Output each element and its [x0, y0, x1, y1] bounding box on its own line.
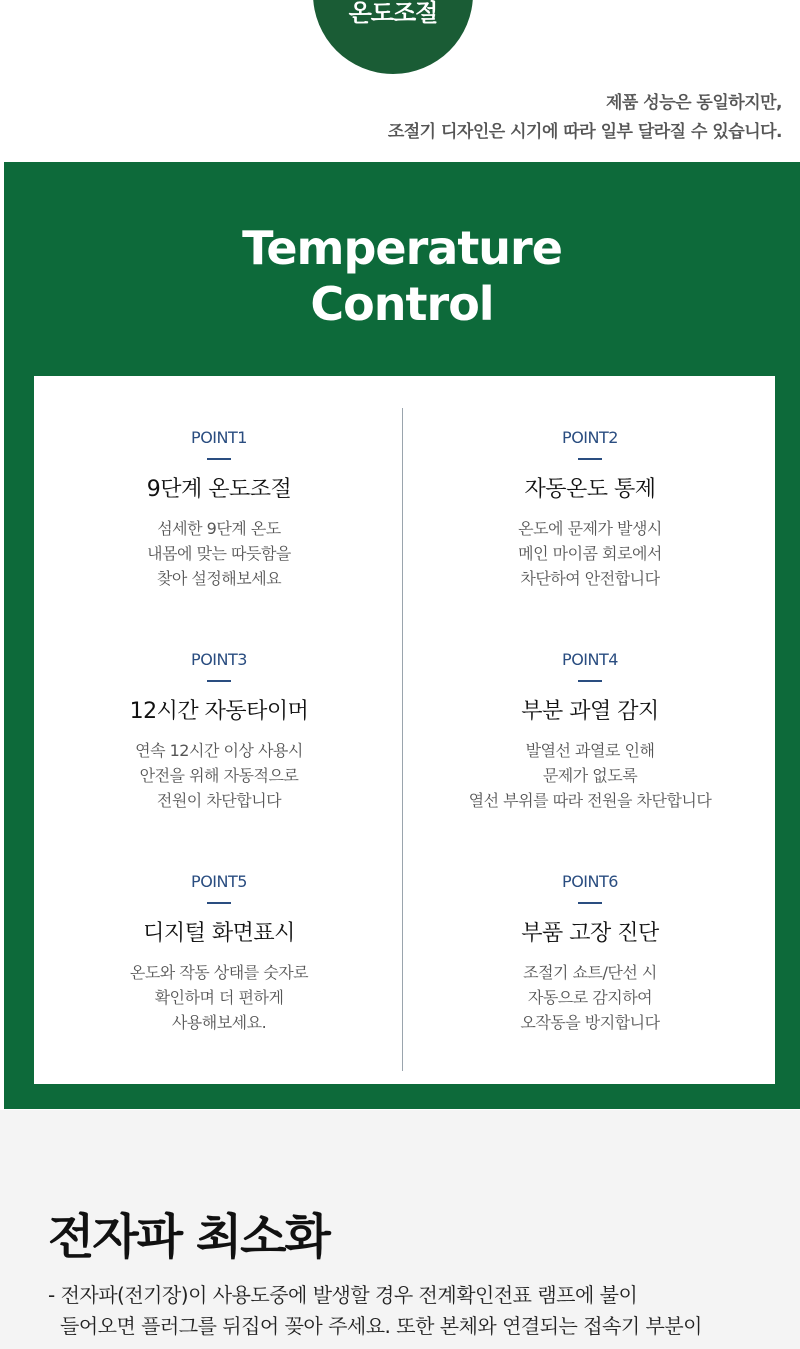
point-description-line: 자동으로 감지하여: [527, 988, 653, 1007]
point-title: 부품 고장 진단: [521, 921, 659, 946]
point-description: [34, 960, 404, 1035]
point-description: [34, 516, 404, 591]
point-rule: [207, 680, 231, 682]
design-notice: [388, 89, 782, 147]
feature-point-5: [34, 872, 404, 1035]
point-description-line: 섬세한 9단계 온도: [157, 519, 281, 538]
point-description: [405, 738, 775, 813]
point-description-line: 사용해보세요.: [171, 1013, 267, 1032]
point-description-line: 열선 부위를 따라 전원을 차단합니다: [468, 791, 712, 810]
point-description-line: 메인 마이콤 회로에서: [518, 544, 662, 563]
design-notice-line: 조절기 디자인은 시기에 따라 일부 달라질 수 있습니다.: [387, 122, 782, 142]
point-title: 자동온도 통제: [524, 477, 656, 502]
emf-text-line: - 전자파(전기장)이 사용도중에 발생할 경우 전계확인전표 램프에 불이: [48, 1283, 638, 1307]
point-description: [405, 516, 775, 591]
panel-title: [4, 220, 800, 332]
emf-section: [0, 1110, 800, 1349]
point-description-line: 온도와 작동 상태를 숫자로: [129, 963, 309, 982]
point-title: 디지털 화면표시: [143, 921, 295, 946]
emf-section-text: [48, 1280, 788, 1342]
emf-section-title: 전자파 최소화: [48, 1209, 329, 1265]
point-description: [405, 960, 775, 1035]
point-description-line: 문제가 없도록: [542, 766, 638, 785]
panel-title-line: Control: [310, 277, 494, 331]
point-rule: [207, 458, 231, 460]
point-description-line: 연속 12시간 이상 사용시: [135, 741, 303, 760]
point-description-line: 조절기 쇼트/단선 시: [523, 963, 657, 982]
feature-point-2: [405, 428, 775, 591]
point-rule: [578, 902, 602, 904]
point-description-line: 차단하여 안전합니다: [520, 569, 660, 588]
point-title: 9단계 온도조절: [146, 477, 292, 502]
point-title: 12시간 자동타이머: [129, 699, 309, 724]
feature-point-3: [34, 650, 404, 813]
header-badge: [313, 0, 473, 74]
point-label: POINT2: [562, 428, 618, 447]
point-description-line: 안전을 위해 자동적으로: [139, 766, 299, 785]
point-label: POINT1: [191, 428, 247, 447]
point-rule: [578, 680, 602, 682]
point-label: POINT5: [191, 872, 247, 891]
point-description-line: 찾아 설정해보세요: [156, 569, 282, 588]
point-description-line: 발열선 과열로 인해: [525, 741, 655, 760]
point-description-line: 확인하며 더 편하게: [154, 988, 284, 1007]
point-title: 부분 과열 감지: [521, 699, 659, 724]
point-description-line: 오작동을 방지합니다: [520, 1013, 660, 1032]
header-badge-label: 온도조절: [348, 0, 438, 27]
point-description: [34, 738, 404, 813]
emf-text-line: 들어오면 플러그를 뒤집어 꽂아 주세요. 또한 본체와 연결되는 접속기 부분이: [60, 1314, 702, 1338]
point-rule: [578, 458, 602, 460]
panel-title-line: Temperature: [242, 221, 562, 275]
temperature-control-panel: [4, 162, 800, 1109]
point-label: POINT4: [562, 650, 618, 669]
point-description-line: 전원이 차단합니다: [156, 791, 282, 810]
features-card: [34, 376, 775, 1084]
point-label: POINT3: [191, 650, 247, 669]
feature-point-1: [34, 428, 404, 591]
feature-point-6: [405, 872, 775, 1035]
design-notice-line: 제품 성능은 동일하지만,: [605, 93, 782, 113]
point-description-line: 내몸에 맞는 따듯함을: [147, 544, 291, 563]
feature-point-4: [405, 650, 775, 813]
point-description-line: 온도에 문제가 발생시: [518, 519, 662, 538]
point-rule: [207, 902, 231, 904]
point-label: POINT6: [562, 872, 618, 891]
